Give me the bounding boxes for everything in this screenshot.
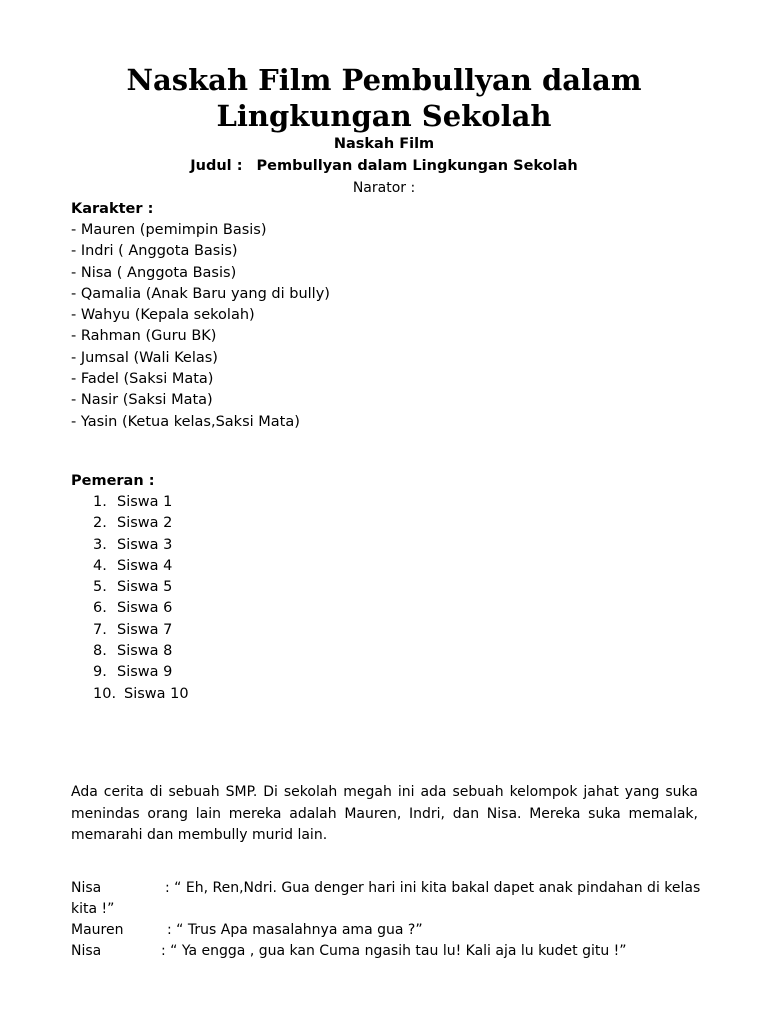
document-title-line-1: Naskah Film Pembullyan dalam [126,63,642,97]
list-item: - Fadel (Saksi Mata) [71,371,214,388]
judul-value: Pembullyan dalam Lingkungan Sekolah [256,158,578,174]
list-number: 1. [93,494,107,510]
list-item: - Mauren (pemimpin Basis) [71,222,267,238]
list-item: - Rahman (Guru BK) [71,328,217,345]
list-item-label: Siswa 5 [117,579,173,596]
dialog-line [71,941,701,962]
dialog-line [71,920,701,941]
list-item-label: Siswa 6 [117,600,173,617]
list-number: 6. [93,600,107,617]
list-number: 4. [93,557,107,574]
list-number: 7. [93,621,107,638]
list-item [93,662,189,683]
dialog-text: : “ Ya engga , gua kan Cuma ngasih tau lu! Kali aja lu kudet gitu !” [161,943,627,959]
list-item: - Yasin (Ketua kelas,Saksi Mata) [71,413,300,430]
dialog-speaker: Nisa [71,943,102,959]
document-subtitle: Naskah Film [333,136,435,152]
dialog-text: : “ Eh, Ren,Ndri. Gua denger hari ini kita bakal dapet anak pindahan di kelas kita !” [71,880,701,917]
list-number: 8. [93,643,107,660]
narator-line: Narator : [352,180,416,196]
list-number: 5. [93,579,107,596]
list-number: 3. [93,536,107,553]
list-item-label: Siswa 10 [124,685,189,702]
list-item [93,684,189,705]
judul-label: Judul : [190,158,243,174]
list-item [93,577,189,598]
list-item [93,598,189,619]
list-item-label: Siswa 1 [117,494,173,510]
list-item: - Indri ( Anggota Basis) [71,243,238,260]
list-item-label: Siswa 2 [117,515,173,532]
list-item: - Nasir (Saksi Mata) [71,392,213,409]
dialog-block [71,878,701,962]
list-number: 9. [93,664,107,681]
list-item: - Wahyu (Kepala sekolah) [71,307,255,324]
list-item [93,535,189,556]
list-item-label: Siswa 4 [117,557,173,574]
list-item [93,556,189,577]
list-number: 2. [93,515,107,532]
document-title-line-2: Lingkungan Sekolah [216,99,552,133]
list-item: - Qamalia (Anak Baru yang di bully) [71,285,330,302]
list-item: - Jumsal (Wali Kelas) [71,349,218,366]
judul-line [0,156,768,176]
pemeran-list [93,492,189,705]
list-item [93,513,189,534]
intro-paragraph: Ada cerita di sebuah SMP. Di sekolah megah ini ada sebuah kelompok jahat yang suka menindas orang lain mereka adalah Mauren, Indri, dan Nisa. Mereka suka memalak, memarahi dan membully murid lain. [71,784,698,843]
dialog-speaker: Nisa [71,880,102,896]
dialog-line [71,878,701,920]
list-item-label: Siswa 9 [117,664,173,681]
list-item [93,641,189,662]
list-item-label: Siswa 8 [117,643,173,660]
karakter-list [71,220,330,433]
list-item [93,492,189,513]
list-number: 10. [93,685,117,702]
pemeran-heading: Pemeran : [71,473,155,489]
list-item-label: Siswa 7 [117,621,173,638]
karakter-heading: Karakter : [71,201,154,217]
list-item-label: Siswa 3 [117,536,173,553]
list-item: - Nisa ( Anggota Basis) [71,264,237,281]
list-item [93,620,189,641]
dialog-speaker: Mauren [71,922,124,938]
dialog-text: : “ Trus Apa masalahnya ama gua ?” [167,922,423,938]
